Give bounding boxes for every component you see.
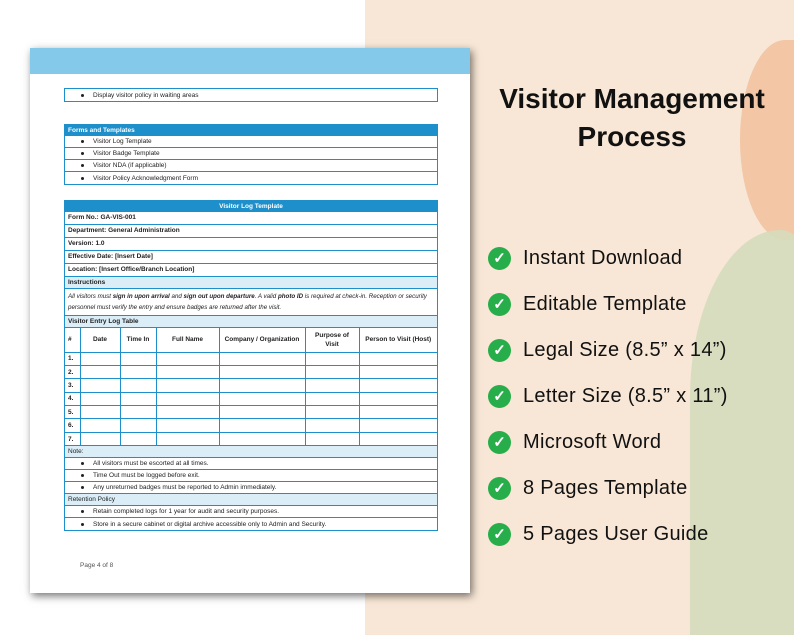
entry-log-table-heading: Visitor Entry Log Table (65, 316, 437, 328)
bullet-icon (81, 177, 84, 180)
table-cell[interactable] (359, 392, 437, 405)
checkmark-icon: ✓ (488, 339, 511, 362)
table-row (65, 406, 437, 419)
title-line-1: Visitor Management (499, 83, 765, 114)
section-heading: Forms and Templates (65, 125, 437, 136)
table-cell[interactable] (120, 352, 156, 365)
bullet-icon (81, 94, 84, 97)
column-header: Person to Visit (Host) (359, 328, 437, 352)
list-item-text: Visitor Badge Template (93, 150, 160, 157)
feature-item (488, 235, 728, 281)
list-item-text: Time Out must be logged before exit. (93, 472, 200, 480)
table-cell[interactable] (359, 352, 437, 365)
table-cell[interactable] (120, 432, 156, 445)
table-row (65, 432, 437, 445)
table-cell[interactable] (305, 419, 359, 432)
effective-date-field: Effective Date: [Insert Date] (65, 251, 437, 264)
list-item-text: Display visitor policy in waiting areas (93, 91, 199, 99)
bullet-icon (81, 523, 84, 526)
table-cell[interactable] (359, 379, 437, 392)
list-item (65, 136, 437, 148)
table-cell[interactable] (359, 419, 437, 432)
location-field: Location: [Insert Office/Branch Location] (65, 264, 437, 277)
bullet-icon (81, 164, 84, 167)
table-row (65, 419, 437, 432)
table-cell[interactable] (219, 432, 305, 445)
visitor-log-template-section (64, 200, 438, 531)
column-header: Purpose of Visit (305, 328, 359, 352)
row-number: 2. (65, 365, 80, 378)
document-page-preview (30, 48, 470, 593)
list-item (65, 518, 437, 530)
list-item (65, 160, 437, 172)
table-cell[interactable] (120, 379, 156, 392)
table-cell[interactable] (305, 365, 359, 378)
product-title (470, 80, 794, 156)
table-cell[interactable] (359, 406, 437, 419)
document-body (30, 74, 470, 531)
feature-item (488, 327, 728, 373)
table-cell[interactable] (80, 406, 120, 419)
table-cell[interactable] (156, 365, 219, 378)
feature-list (488, 235, 728, 557)
row-number: 6. (65, 419, 80, 432)
table-cell[interactable] (120, 365, 156, 378)
feature-item (488, 465, 728, 511)
list-item (65, 172, 437, 184)
row-number: 4. (65, 392, 80, 405)
section-heading: Visitor Log Template (65, 201, 437, 212)
policy-bullet-box (64, 88, 438, 102)
checkmark-icon: ✓ (488, 431, 511, 454)
version-field: Version: 1.0 (65, 238, 437, 251)
list-item-text: All visitors must be escorted at all times. (93, 460, 209, 468)
list-item-text: Visitor Policy Acknowledgment Form (93, 174, 199, 182)
row-number: 3. (65, 379, 80, 392)
table-cell[interactable] (219, 352, 305, 365)
table-cell[interactable] (80, 379, 120, 392)
title-line-2: Process (577, 121, 687, 152)
list-item (65, 148, 437, 160)
table-cell[interactable] (359, 432, 437, 445)
table-row (65, 352, 437, 365)
list-item (65, 470, 437, 482)
instructions-heading: Instructions (65, 277, 437, 289)
instructions-text: All visitors must sign in upon arrival and sign out upon departure. A valid photo ID is required at check-in. Reception or security personnel must verify the entry and ensure badges are returned after the visit. (65, 289, 437, 316)
department-field: Department: General Administration (65, 225, 437, 238)
list-item-text: Retain completed logs for 1 year for audit and security purposes. (93, 508, 280, 516)
list-item (65, 482, 437, 494)
note-heading: Note: (65, 446, 437, 458)
feature-label: Microsoft Word (523, 430, 662, 453)
table-cell[interactable] (80, 352, 120, 365)
table-cell[interactable] (80, 392, 120, 405)
forms-templates-section (64, 124, 438, 185)
table-cell[interactable] (156, 392, 219, 405)
table-row (65, 365, 437, 378)
row-number: 1. (65, 352, 80, 365)
table-cell[interactable] (120, 419, 156, 432)
column-header: Full Name (156, 328, 219, 352)
table-cell[interactable] (120, 406, 156, 419)
feature-label: Editable Template (523, 292, 687, 315)
feature-label: Legal Size (8.5” x 14”) (523, 338, 727, 361)
table-cell[interactable] (219, 379, 305, 392)
list-item-text: Visitor NDA (if applicable) (93, 162, 167, 169)
feature-item (488, 511, 728, 557)
checkmark-icon: ✓ (488, 477, 511, 500)
table-row (65, 392, 437, 405)
bullet-icon (81, 510, 84, 513)
table-cell[interactable] (305, 432, 359, 445)
checkmark-icon: ✓ (488, 523, 511, 546)
column-header: Company / Organization (219, 328, 305, 352)
bullet-icon (81, 152, 84, 155)
list-item (65, 506, 437, 518)
table-row (65, 379, 437, 392)
retention-heading: Retention Policy (65, 494, 437, 506)
list-item (65, 89, 437, 101)
table-cell[interactable] (305, 406, 359, 419)
row-number: 5. (65, 406, 80, 419)
table-cell[interactable] (219, 406, 305, 419)
table-cell[interactable] (156, 406, 219, 419)
table-cell[interactable] (80, 419, 120, 432)
bullet-icon (81, 462, 84, 465)
table-cell[interactable] (305, 379, 359, 392)
feature-item (488, 373, 728, 419)
feature-label: 5 Pages User Guide (523, 522, 709, 545)
bullet-icon (81, 474, 84, 477)
table-cell[interactable] (305, 392, 359, 405)
row-number: 7. (65, 432, 80, 445)
table-cell[interactable] (156, 379, 219, 392)
table-cell[interactable] (219, 392, 305, 405)
checkmark-icon: ✓ (488, 293, 511, 316)
list-item-text: Any unreturned badges must be reported to Admin immediately. (93, 484, 277, 492)
list-item-text: Store in a secure cabinet or digital archive accessible only to Admin and Security. (93, 520, 327, 528)
table-cell[interactable] (219, 365, 305, 378)
list-item-text: Visitor Log Template (93, 138, 152, 145)
feature-label: 8 Pages Template (523, 476, 688, 499)
table-cell[interactable] (156, 432, 219, 445)
list-item (65, 458, 437, 470)
feature-label: Instant Download (523, 246, 683, 269)
feature-label: Letter Size (8.5” x 11”) (523, 384, 728, 407)
table-cell[interactable] (219, 419, 305, 432)
table-cell[interactable] (305, 352, 359, 365)
table-cell[interactable] (80, 365, 120, 378)
table-header-row (65, 328, 437, 352)
visitor-entry-log-table (65, 328, 437, 446)
table-cell[interactable] (359, 365, 437, 378)
table-cell[interactable] (120, 392, 156, 405)
feature-item (488, 419, 728, 465)
page-number: Page 4 of 8 (80, 562, 114, 569)
bullet-icon (81, 486, 84, 489)
document-header-band (30, 48, 470, 74)
bullet-icon (81, 140, 84, 143)
column-header: # (65, 328, 80, 352)
checkmark-icon: ✓ (488, 385, 511, 408)
column-header: Time In (120, 328, 156, 352)
form-number-field: Form No.: GA-VIS-001 (65, 212, 437, 225)
feature-item (488, 281, 728, 327)
table-cell[interactable] (80, 432, 120, 445)
checkmark-icon: ✓ (488, 247, 511, 270)
table-cell[interactable] (156, 419, 219, 432)
table-cell[interactable] (156, 352, 219, 365)
column-header: Date (80, 328, 120, 352)
